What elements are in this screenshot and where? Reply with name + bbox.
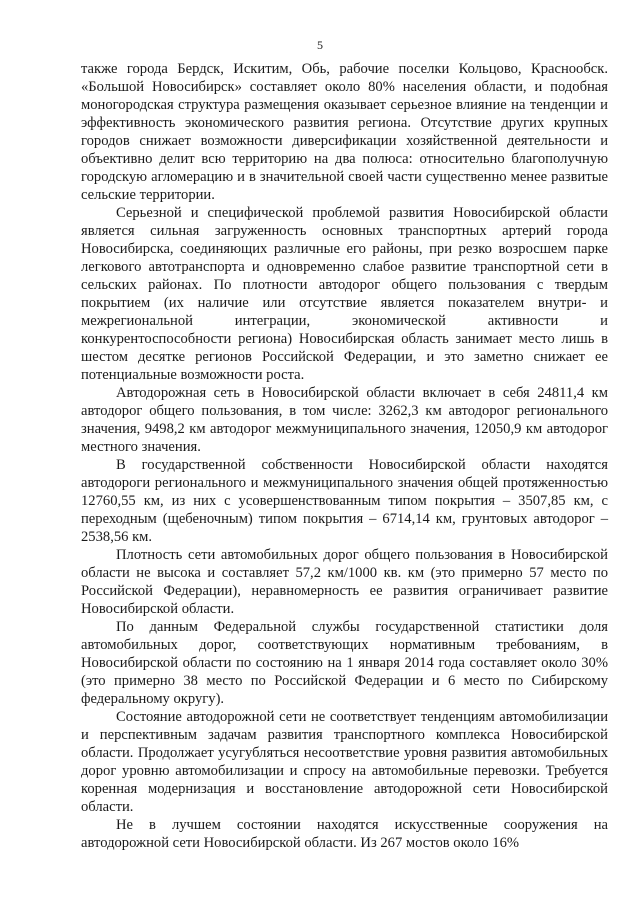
paragraph-8: Не в лучшем состоянии находятся искусственные сооружения на автодорожной сети Новосибирской области. Из 267 мостов около 16%: [81, 817, 608, 851]
paragraph-1: также города Бердск, Искитим, Обь, рабочие поселки Кольцово, Краснообск. «Большой Новосибирск» составляет около 80% населения области, и подобная моногородская структура размещения оказывает серьезное влияние на тенденции и эффективность экономического развития региона. Отсутствие других крупных городов снижает возможности диверсификации хозяйственной деятельности и объективно делит всю территорию на два полюса: относительно благополучную городскую агломерацию и в значительной своей части существенно менее развитые сельские территории.: [81, 61, 608, 203]
paragraph-3: Автодорожная сеть в Новосибирской области включает в себя 24811,4 км автодорог общего пользования, в том числе: 3262,3 км автодорог регионального значения, 9498,2 км автодорог межмуниципального значения, 12050,9 км автодорог местного значения.: [81, 385, 608, 455]
paragraph-7: Состояние автодорожной сети не соответствует тенденциям автомобилизации и перспективным задачам развития транспортного комплекса Новосибирской области. Продолжает усугубляться несоответствие уровня развития автомобильных дорог уровню автомобилизации и спросу на автомобильные перевозки. Требуется коренная модернизация и восстановление автодорожной сети Новосибирской области.: [81, 709, 608, 815]
document-body: [81, 60, 608, 852]
paragraph-2: Серьезной и специфической проблемой развития Новосибирской области является сильная загруженность основных транспортных артерий города Новосибирска, соединяющих различные его районы, при резко возросшем парке легкового автотранспорта и одновременно слабое развитие транспортной сети в сельских районах. По плотности автодорог общего пользования с твердым покрытием (их наличие или отсутствие является показателем внутри- и межрегиональной интеграции, экономической активности и конкурентоспособности региона) Новосибирская область занимает место лишь в шестом десятке регионов Российской Федерации, и это заметно снижает ее потенциальные возможности роста.: [81, 205, 608, 383]
page-number: 5: [317, 38, 323, 52]
paragraph-6: По данным Федеральной службы государственной статистики доля автомобильных дорог, соответствующих нормативным требованиям, в Новосибирской области по состоянию на 1 января 2014 года составляет около 30% (это примерно 38 место по Российской Федерации и 6 место по Сибирскому федеральному округу).: [81, 619, 608, 707]
paragraph-5: Плотность сети автомобильных дорог общего пользования в Новосибирской области не высока и составляет 57,2 км/1000 кв. км (это примерно 57 место по Российской Федерации), неравномерность ее развития ограничивает развитие Новосибирской области.: [81, 547, 608, 617]
paragraph-4: В государственной собственности Новосибирской области находятся автодороги регионального и межмуниципального значения общей протяженностью 12760,55 км, из них с усовершенствованным типом покрытия – 3507,85 км, с переходным (щебеночным) типом покрытия – 6714,14 км, грунтовых автодорог – 2538,56 км.: [81, 457, 608, 545]
